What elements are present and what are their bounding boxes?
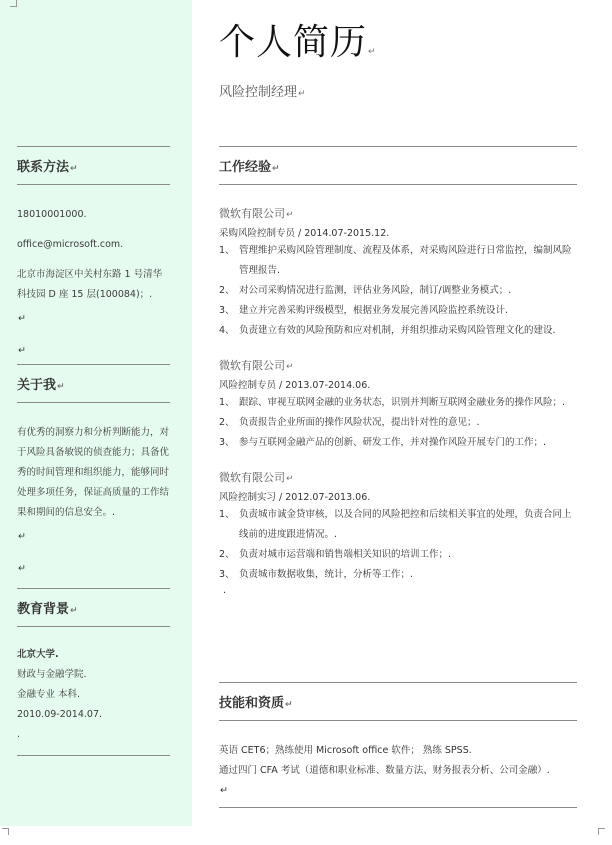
- job-entry: [219, 205, 577, 341]
- duty-list: [219, 505, 577, 585]
- divider: [219, 682, 577, 683]
- divider: [17, 402, 170, 403]
- duty-item: 3、 负责城市数据收集，统计，分析等工作；.: [219, 569, 414, 580]
- resume-header: [219, 14, 577, 100]
- about-section: [17, 364, 170, 579]
- duty-item: 3、 建立并完善采购评级模型，根据业务发展完善风险监控系统设计.: [219, 305, 509, 316]
- contact-address: 北京市海淀区中关村东路 1 号清华科技园 D 座 15 层(100084)；.: [17, 269, 163, 300]
- education-extra: .: [17, 729, 21, 740]
- job-entry: [219, 357, 577, 453]
- duty-item: 1、 负责城市诚金贷审核，以及合同的风险把控和后续相关事宜的处理，负责合同上线前的进度跟进情况。.: [219, 509, 572, 540]
- corner-mark-bottom-right: [598, 828, 605, 835]
- divider: [219, 807, 577, 808]
- job-extra: .: [223, 585, 227, 596]
- divider: [17, 626, 170, 627]
- duty-item: 4、 负责建立有效的风险预防和应对机制，并组织推动采购风险管理文化的建设.: [219, 325, 556, 336]
- duty-item: 2、 负责报告企业所面的操作风险状况，提出针对性的意见；.: [219, 417, 480, 428]
- job-role: 采购风险控制专员 / 2014.07-2015.12.: [219, 228, 390, 239]
- contact-phone: 18010001000.: [17, 209, 87, 220]
- duty-item: 2、 负责对城市运营端和销售端相关知识的培训工作；.: [219, 549, 452, 560]
- education-college: 财政与金融学院.: [17, 669, 87, 680]
- position-title: 风险控制经理↵: [219, 85, 306, 100]
- contact-email: office@microsoft.com.: [17, 239, 124, 250]
- contact-section: [17, 146, 170, 361]
- job-entry: [219, 469, 577, 596]
- education-period: 2010.09-2014.07.: [17, 709, 103, 720]
- duty-item: 2、 对公司采购情况进行监测，评估业务风险，制订/调整业务模式；.: [219, 285, 512, 296]
- job-role: 风险控制实习 / 2012.07-2013.06.: [219, 492, 371, 503]
- job-company: 微软有限公司↵: [219, 207, 294, 220]
- education-heading: 教育背景↵: [17, 602, 78, 617]
- corner-mark-top-left: [10, 0, 17, 7]
- paragraph-mark: ↵: [18, 563, 26, 574]
- paragraph-mark: ↵: [220, 785, 228, 796]
- divider: [17, 184, 170, 185]
- job-company: 微软有限公司↵: [219, 471, 294, 484]
- divider: [17, 755, 170, 756]
- contact-heading: 联系方法↵: [17, 160, 78, 175]
- page-title: 个人简历↵: [219, 22, 377, 63]
- duty-item: 1、 管理维护采购风险管理制度、流程及体系，对采购风险进行日常监控，编制风险管理报告.: [219, 245, 572, 276]
- corner-mark-bottom-left: [2, 828, 9, 835]
- duty-list: [219, 241, 577, 341]
- duty-item: 1、 跟踪、审视互联网金融的业务状态，识别并判断互联网金融业务的操作风险；.: [219, 397, 566, 408]
- skills-heading: 技能和资质↵: [219, 696, 293, 711]
- divider: [17, 146, 170, 147]
- skills-section: [219, 682, 577, 808]
- education-section: [17, 588, 170, 756]
- job-role: 风险控制专员 / 2013.07-2014.06.: [219, 380, 371, 391]
- divider: [219, 184, 577, 185]
- about-text: 有优秀的洞察力和分析判断能力，对于风险具备敏锐的侦查能力；具备优秀的时间管理和组织能力，能够同时处理多项任务，保证高质量的工作结果和期间的信息安全。.: [17, 427, 170, 518]
- skill-line: 通过四门 CFA 考试（道德和职业标准、数量方法、财务报表分析、公司金融）.: [219, 765, 550, 776]
- divider: [17, 364, 170, 365]
- divider: [219, 146, 577, 147]
- paragraph-mark: ↵: [18, 345, 26, 356]
- divider: [219, 720, 577, 721]
- experience-section: [219, 146, 577, 596]
- about-heading: 关于我↵: [17, 378, 65, 393]
- divider: [17, 588, 170, 589]
- duty-item: 3、 参与互联网金融产品的创新、研发工作，并对操作风险开展专门的工作；.: [219, 437, 547, 448]
- experience-heading: 工作经验↵: [219, 160, 280, 175]
- paragraph-mark: ↵: [18, 313, 26, 324]
- paragraph-mark: ↵: [18, 531, 26, 542]
- education-school: 北京大学.: [17, 649, 59, 660]
- skill-line: 英语 CET6；熟练使用 Microsoft office 软件； 熟练 SPSS.: [219, 745, 472, 756]
- job-company: 微软有限公司↵: [219, 359, 294, 372]
- education-major: 金融专业 本科.: [17, 689, 81, 700]
- duty-list: [219, 393, 577, 453]
